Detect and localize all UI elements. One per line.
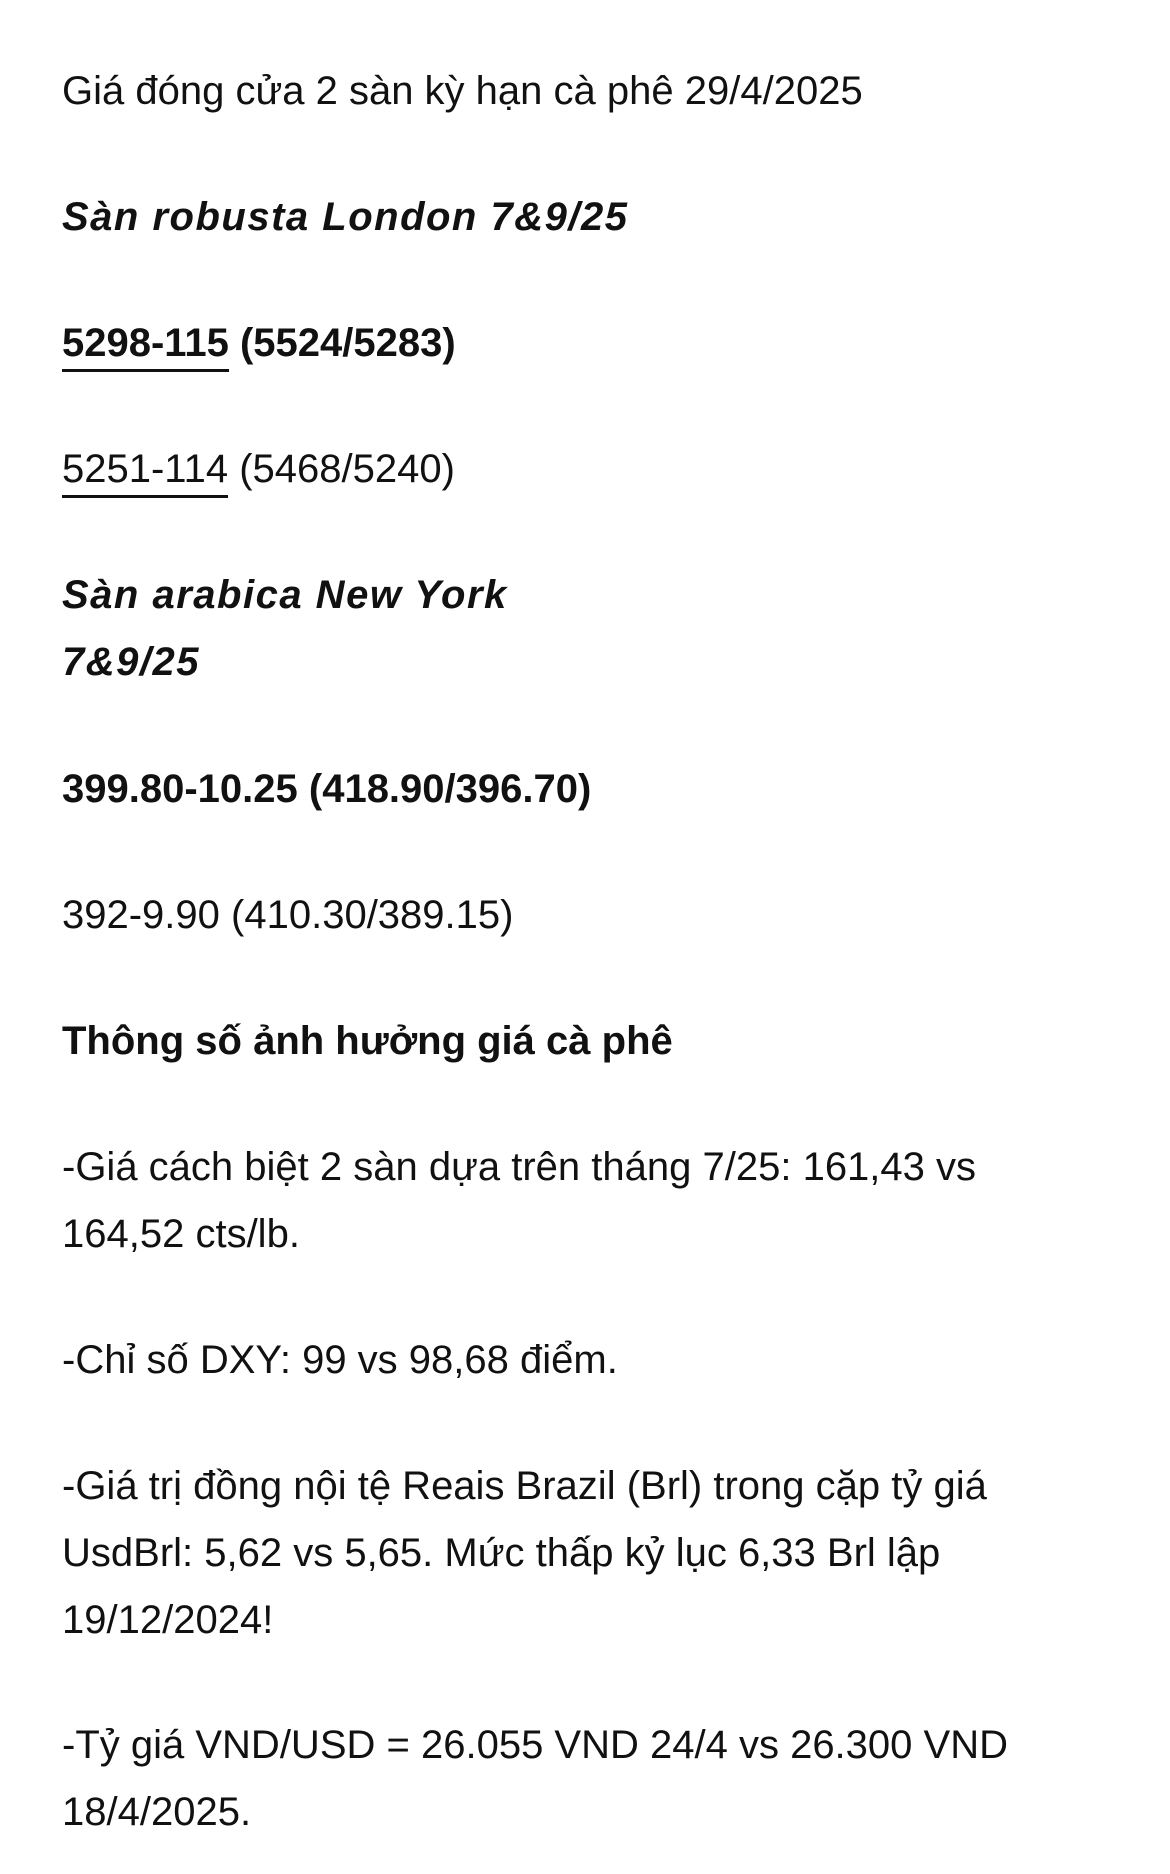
robusta-row-1 (62, 310, 1090, 377)
arabica-row-2: 392-9.90 (410.30/389.15) (62, 893, 514, 937)
arabica-heading-line-1: Sàn arabica New York (62, 573, 508, 617)
robusta-range-2: (5468/5240) (228, 447, 455, 491)
factor-brl: -Giá trị đồng nội tệ Reais Brazil (Brl) trong cặp tỷ giá UsdBrl: 5,62 vs 5,65. Mức thấp kỷ lục 6,33 Brl lập 19/12/2024! (62, 1464, 987, 1642)
robusta-range-1: (5524/5283) (228, 321, 456, 365)
factor-vnd: -Tỷ giá VND/USD = 26.055 VND 24/4 vs 26.300 VND 18/4/2025. (62, 1723, 1008, 1834)
robusta-heading: Sàn robusta London 7&9/25 (62, 195, 629, 239)
robusta-row-2 (62, 436, 1090, 503)
robusta-price-1: 5298-115 (62, 317, 229, 372)
page-title: Giá đóng cửa 2 sàn kỳ hạn cà phê 29/4/2025 (62, 69, 863, 113)
factor-dxy: -Chỉ số DXY: 99 vs 98,68 điểm. (62, 1338, 618, 1382)
arabica-heading-line-2: 7&9/25 (62, 640, 200, 684)
factor-spread: -Giá cách biệt 2 sàn dựa trên tháng 7/25: 161,43 vs 164,52 cts/lb. (62, 1145, 977, 1256)
factors-heading: Thông số ảnh hưởng giá cà phê (62, 1019, 673, 1063)
arabica-row-1: 399.80-10.25 (418.90/396.70) (62, 767, 592, 811)
robusta-price-2: 5251-114 (62, 443, 228, 498)
